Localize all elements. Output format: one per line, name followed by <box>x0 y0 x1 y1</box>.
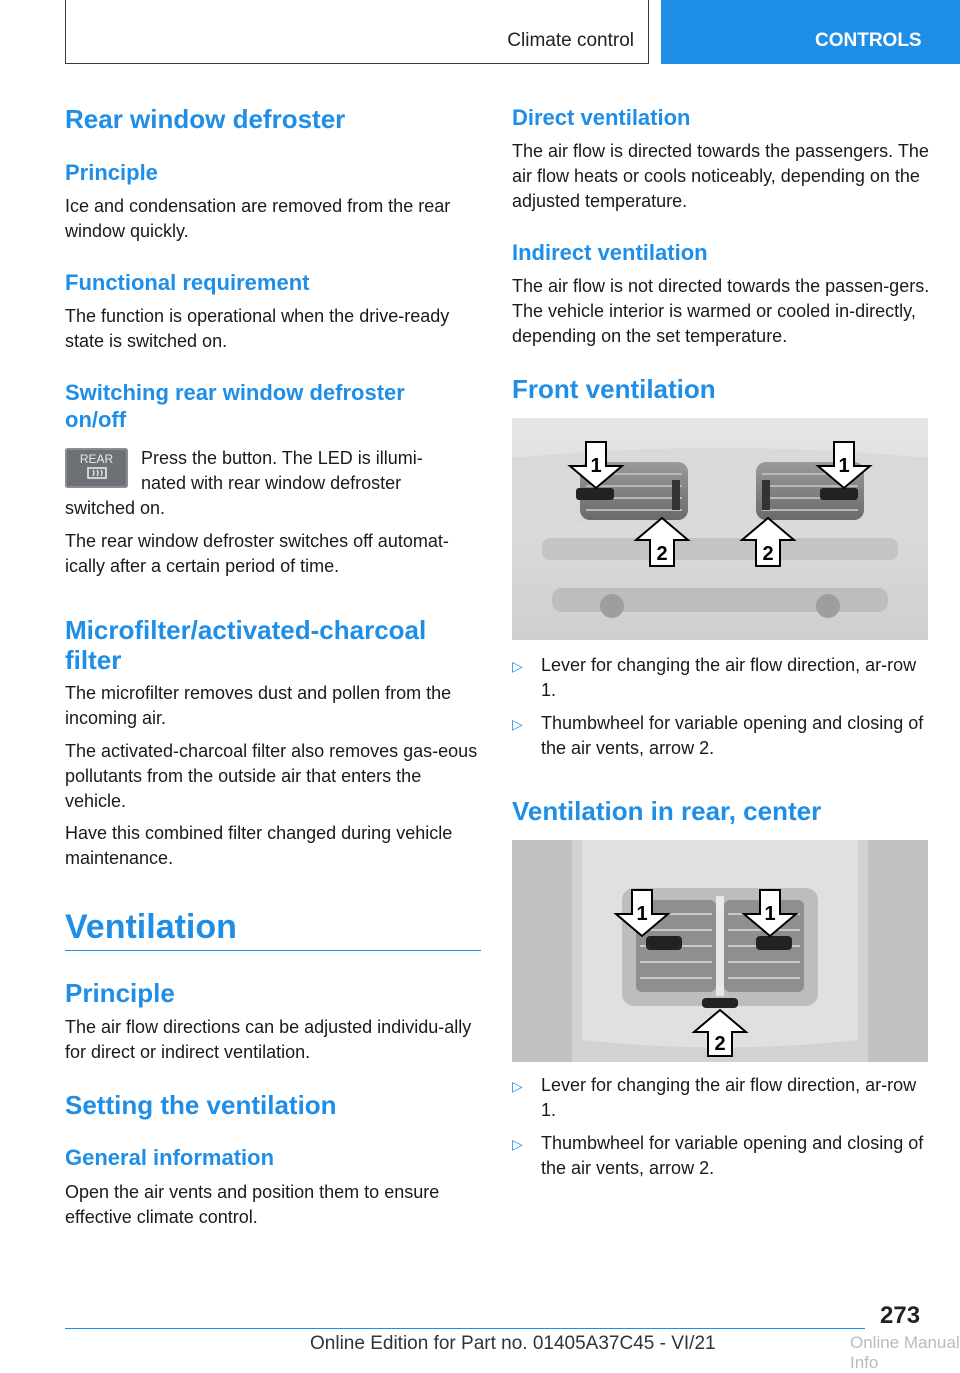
footer-edition: Online Edition for Part no. 01405A37C45 - VI/21 <box>310 1333 716 1354</box>
microfilter-text-3: Have this combined filter changed during vehicle maintenance. <box>65 823 453 868</box>
rear-defrost-icon <box>84 466 110 482</box>
header-section-box <box>65 0 649 64</box>
rear-ventilation-list <box>512 1073 932 1181</box>
triangle-bullet-icon: ▷ <box>512 1078 523 1094</box>
front-ventilation-heading: Front ventilation <box>512 374 716 404</box>
triangle-bullet-icon: ▷ <box>512 716 523 732</box>
footer-rule <box>65 1328 865 1329</box>
microfilter-text-1: The microfilter removes dust and pollen from the incoming air. <box>65 683 452 728</box>
front-callout-2-left: 2 <box>656 543 668 565</box>
principle-heading: Principle <box>65 160 158 185</box>
indirect-ventilation-heading: Indirect ventilation <box>512 240 708 265</box>
list-item-text: Thumbwheel for variable opening and closing of the air vents, arrow 2. <box>541 1133 924 1178</box>
switching-heading-line1: Switching rear window defroster <box>65 380 405 405</box>
vent-principle-heading: Principle <box>65 978 175 1008</box>
vent-principle-text: The air flow directions can be adjusted individu-ally for direct or indirect ventilation. <box>65 1017 472 1062</box>
rear-center-ventilation-heading: Ventilation in rear, center <box>512 796 822 826</box>
rear-defroster-button-image <box>65 448 128 488</box>
front-ventilation-illustration <box>512 418 928 640</box>
microfilter-heading-line2: filter <box>65 645 122 675</box>
functional-requirement-heading: Functional requirement <box>65 270 310 295</box>
list-item-text: Thumbwheel for variable opening and closing of the air vents, arrow 2. <box>541 713 924 758</box>
footer-watermark: Online Manual Info <box>850 1333 960 1372</box>
front-callout-1-right: 1 <box>838 455 850 477</box>
switching-heading-line2: on/off <box>65 407 127 432</box>
rear-ventilation-illustration <box>512 840 928 1062</box>
switching-text-b: nated with rear window defroster <box>141 473 402 493</box>
triangle-bullet-icon: ▷ <box>512 1136 523 1152</box>
rear-callout-1-left: 1 <box>636 903 648 925</box>
list-item <box>512 711 932 761</box>
ventilation-rule <box>65 950 481 951</box>
switching-text-c: switched on. <box>65 498 166 518</box>
rear-callout-2: 2 <box>714 1033 726 1055</box>
switching-text-a: Press the button. The LED is illumi- <box>141 448 423 468</box>
front-callout-1-left: 1 <box>590 455 602 477</box>
ventilation-title: Ventilation <box>65 908 237 946</box>
list-item <box>512 1131 932 1181</box>
general-info-text: Open the air vents and position them to ensure effective climate control. <box>65 1182 440 1227</box>
direct-ventilation-text: The air flow is directed towards the passengers. The air flow heats or cools noticeably, depending on the adjusted temperature. <box>512 141 929 211</box>
principle-text: Ice and condensation are removed from the rear window quickly. <box>65 196 451 241</box>
functional-requirement-text: The function is operational when the drive-ready state is switched on. <box>65 306 450 351</box>
list-item <box>512 1073 932 1123</box>
indirect-ventilation-text: The air flow is not directed towards the passen-gers. The vehicle interior is warmed or cooled in-directly, depending on the set temperature. <box>512 276 930 346</box>
list-item-text: Lever for changing the air flow direction, ar-row 1. <box>541 655 917 700</box>
direct-ventilation-heading: Direct ventilation <box>512 105 691 130</box>
header-section-title: Climate control <box>507 30 634 51</box>
microfilter-heading-line1: Microfilter/activated-charcoal <box>65 615 427 645</box>
rear-button-label: REAR <box>79 452 114 466</box>
front-callout-2-right: 2 <box>762 543 774 565</box>
rear-callout-1-right: 1 <box>764 903 776 925</box>
general-info-heading: General information <box>65 1145 275 1170</box>
triangle-bullet-icon: ▷ <box>512 658 523 674</box>
list-item <box>512 653 932 703</box>
front-ventilation-list <box>512 653 932 761</box>
microfilter-text-2: The activated-charcoal filter also removes gas-eous pollutants from the outside air that enters the vehicle. <box>65 741 478 811</box>
setting-ventilation-heading: Setting the ventilation <box>65 1090 337 1120</box>
switching-auto-off-text: The rear window defroster switches off automat-ically after a certain period of time. <box>65 531 449 576</box>
page-number: 273 <box>880 1302 921 1329</box>
rear-defroster-title: Rear window defroster <box>65 104 346 134</box>
header-chapter-tab: CONTROLS <box>661 0 960 64</box>
list-item-text: Lever for changing the air flow direction, ar-row 1. <box>541 1075 917 1120</box>
